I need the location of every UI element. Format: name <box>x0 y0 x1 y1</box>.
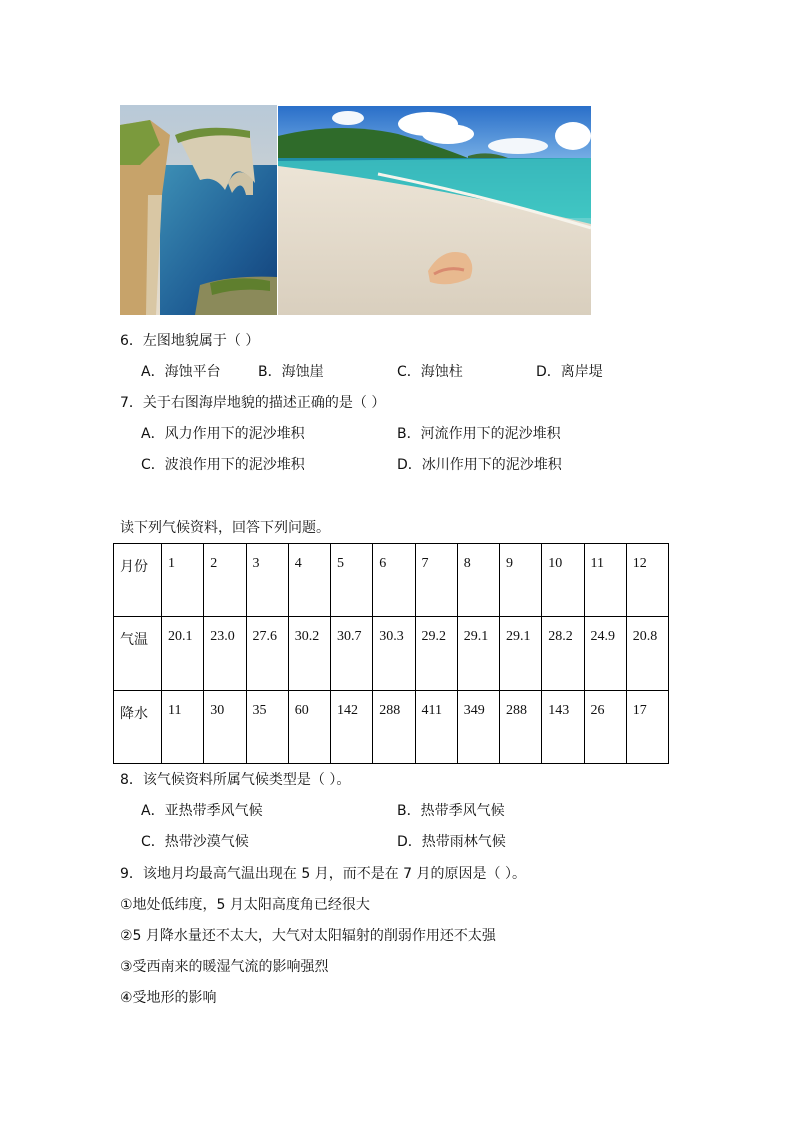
q9-item-3: ③受西南来的暖湿气流的影响强烈 <box>120 959 329 975</box>
table-cell: 24.9 <box>584 617 626 690</box>
table-cell: 30.7 <box>331 617 373 690</box>
q6-option-d[interactable]: D．离岸堤 <box>536 364 603 380</box>
table-cell: 10 <box>542 544 584 617</box>
q8-stem: 8．该气候资料所属气候类型是（ ）。 <box>120 772 351 788</box>
q7-option-d[interactable]: D．冰川作用下的泥沙堆积 <box>397 457 562 473</box>
table-cell: 11 <box>584 544 626 617</box>
table-cell: 20.8 <box>626 617 668 690</box>
table-cell: 28.2 <box>542 617 584 690</box>
row-label: 气温 <box>114 617 162 690</box>
table-cell: 1 <box>162 544 204 617</box>
table-cell: 27.6 <box>246 617 288 690</box>
table-cell: 288 <box>373 690 415 763</box>
row-label: 月份 <box>114 544 162 617</box>
q8-option-c[interactable]: C．热带沙漠气候 <box>141 834 249 850</box>
table-cell: 5 <box>331 544 373 617</box>
table-cell: 411 <box>415 690 457 763</box>
table-cell: 35 <box>246 690 288 763</box>
climate-table <box>113 543 669 764</box>
q7-option-c[interactable]: C．波浪作用下的泥沙堆积 <box>141 457 305 473</box>
q6-option-b[interactable]: B．海蚀崖 <box>258 364 324 380</box>
row-label: 降水 <box>114 690 162 763</box>
table-cell: 8 <box>457 544 499 617</box>
table-cell: 2 <box>204 544 246 617</box>
table-cell: 143 <box>542 690 584 763</box>
left-photo-sea-arch <box>120 105 277 315</box>
q7-option-b[interactable]: B．河流作用下的泥沙堆积 <box>397 426 561 442</box>
table-cell: 7 <box>415 544 457 617</box>
q7-stem: 7．关于右图海岸地貌的描述正确的是（ ） <box>120 395 386 411</box>
table-cell: 349 <box>457 690 499 763</box>
q9-item-1: ①地处低纬度，5 月太阳高度角已经很大 <box>120 897 370 913</box>
table-cell: 26 <box>584 690 626 763</box>
temperature-row <box>114 617 669 690</box>
q8-option-d[interactable]: D．热带雨林气候 <box>397 834 506 850</box>
table-cell: 29.1 <box>457 617 499 690</box>
precipitation-row <box>114 690 669 763</box>
table-cell: 4 <box>288 544 330 617</box>
month-row <box>114 544 669 617</box>
q8-option-b[interactable]: B．热带季风气候 <box>397 803 505 819</box>
table-cell: 17 <box>626 690 668 763</box>
q9-stem: 9．该地月均最高气温出现在 5 月，而不是在 7 月的原因是（ ）。 <box>120 866 526 882</box>
table-cell: 9 <box>500 544 542 617</box>
table-cell: 30.2 <box>288 617 330 690</box>
q8-option-a[interactable]: A．亚热带季风气候 <box>141 803 263 819</box>
table-cell: 6 <box>373 544 415 617</box>
table-cell: 60 <box>288 690 330 763</box>
table-cell: 20.1 <box>162 617 204 690</box>
table-cell: 30.3 <box>373 617 415 690</box>
table-cell: 30 <box>204 690 246 763</box>
q6-stem: 6．左图地貌属于（ ） <box>120 333 260 349</box>
table-cell: 11 <box>162 690 204 763</box>
table-cell: 29.2 <box>415 617 457 690</box>
table-cell: 23.0 <box>204 617 246 690</box>
climate-intro: 读下列气候资料，回答下列问题。 <box>120 520 330 536</box>
table-cell: 12 <box>626 544 668 617</box>
table-cell: 29.1 <box>500 617 542 690</box>
q9-item-4: ④受地形的影响 <box>120 990 217 1006</box>
right-photo-sandy-beach <box>278 106 591 315</box>
table-cell: 288 <box>500 690 542 763</box>
q7-option-a[interactable]: A．风力作用下的泥沙堆积 <box>141 426 305 442</box>
table-cell: 3 <box>246 544 288 617</box>
q6-option-a[interactable]: A．海蚀平台 <box>141 364 221 380</box>
q9-item-2: ②5 月降水量还不太大，大气对太阳辐射的削弱作用还不太强 <box>120 928 496 944</box>
q6-option-c[interactable]: C．海蚀柱 <box>397 364 463 380</box>
table-cell: 142 <box>331 690 373 763</box>
